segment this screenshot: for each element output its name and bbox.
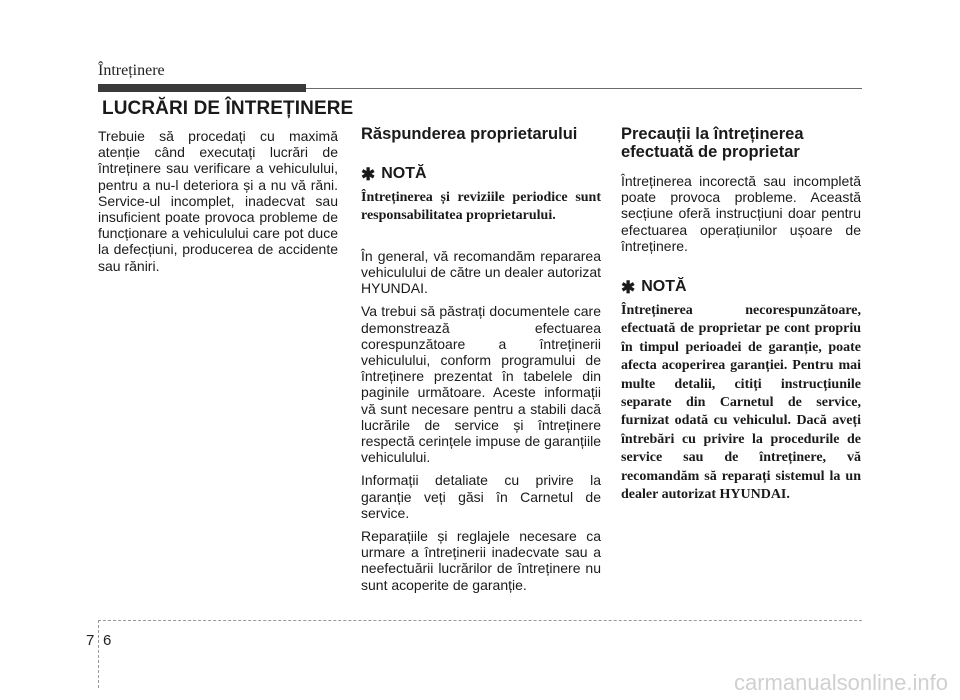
precautions-paragraph: Întreținerea incorectă sau incompletă poate provoca probleme. Această secțiune oferă instrucțiuni doar pentru efectuarea operațiunilor ușoare de întreținere. [621, 173, 861, 254]
note-label: NOTĂ [381, 165, 427, 182]
precautions-heading [621, 125, 861, 161]
column-3 [621, 125, 861, 504]
note-label: NOTĂ [641, 278, 687, 296]
footer-rule [98, 620, 862, 621]
note-header [621, 278, 861, 296]
chapter-title: Întreținere [98, 62, 165, 79]
watermark: carmanualsonline.info [733, 670, 948, 695]
paragraph: Reparațiile și reglajele necesare ca urmare a întreținerii inadecvate sau a neefectuării lucrărilor de întreținere nu sunt acoperite de garanție. [361, 528, 601, 593]
section-number: 7 [86, 632, 95, 649]
asterisk-icon: ✱ [621, 277, 636, 297]
column-1 [98, 128, 338, 281]
section-title: LUCRĂRI DE ÎNTREȚINERE [102, 98, 354, 119]
paragraph: În general, vă recomandăm repararea vehiculului de către un dealer autorizat HYUNDAI. [361, 247, 601, 297]
precautions-heading-line1: Precauții la întreținerea [621, 125, 804, 143]
page-index: 6 [103, 632, 112, 649]
paragraph: Va trebui să păstrați documentele care demonstrează efectuarea corespunzătoare a întreținerii vehiculului, conform programului de întreținere prezentat în tabelele din paginile următoare. Aceste informații vă sunt necesare pentru a stabili dacă lucrările de service și întreținere respectă cerințele impuse de garanțiile vehiculului. [361, 303, 601, 466]
header-bar [98, 84, 306, 92]
note-header [361, 165, 601, 183]
asterisk-icon: ✱ [361, 164, 376, 184]
paragraph: Informații detaliate cu privire la garanție veți găsi în Carnetul de service. [361, 472, 601, 521]
note-text: Întreținerea necorespunzătoare, efectuată de proprietar pe cont propriu în timpul perioadei de garanție, poate afecta acoperirea garanției. Pentru mai multe detalii, citiți instrucțiunile separate din Carnetul de service, furnizat odată cu vehiculul. Dacă aveți întrebări cu privire la procedurile de service sau de întreținere, vă recomandăm să reparați sistemul la un dealer autorizat HYUNDAI. [621, 303, 861, 503]
header-rule [306, 88, 862, 89]
precautions-heading-line2: efectuată de proprietar [621, 143, 800, 161]
note-text: Întreținerea și reviziile periodice sunt responsabilitatea proprietarului. [361, 190, 601, 224]
column-2 [361, 125, 601, 600]
owner-responsibility-heading: Răspunderea proprietarului [361, 125, 578, 143]
intro-paragraph: Trebuie să procedați cu maximă atenție când executați lucrări de întreținere sau verificare a vehiculului, pentru a nu-l deteriora și a nu vă răni. Service-ul incomplet, inadecvat sau insuficient poate provoca probleme de funcționare a vehiculului care pot duce la defecțiuni, producerea de accidente sau răniri. [98, 128, 338, 274]
footer-divider [98, 620, 99, 688]
